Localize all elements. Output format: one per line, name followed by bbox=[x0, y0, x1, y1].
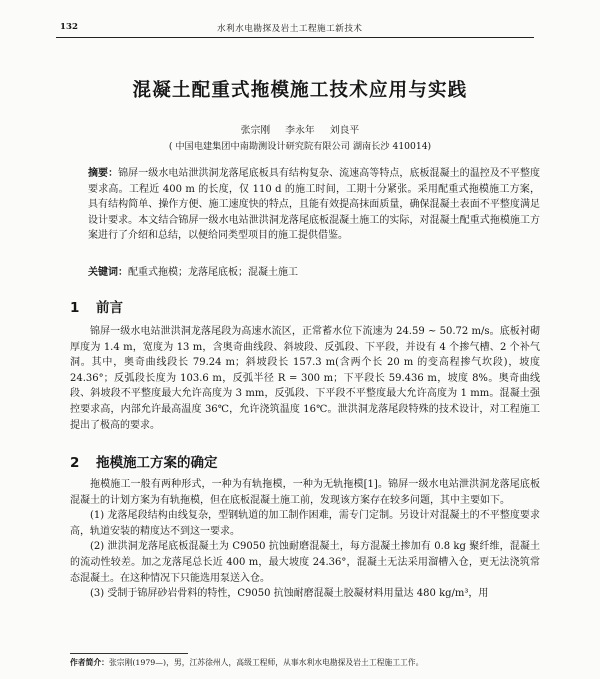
keywords-text: 配重式拖模；龙落尾底板；混凝土施工 bbox=[128, 267, 298, 278]
paragraph: (1) 龙落尾段结构由线复杂，型钢轨道的加工制作困难，需专门定制。另设计对混凝土的不平整度要求高，轨道安装的精度达不到这一要求。 bbox=[70, 510, 540, 537]
page-number: 132 bbox=[60, 22, 78, 32]
section-title: 拖模施工方案的确定 bbox=[96, 455, 218, 471]
abstract-text: 锦屏一级水电站泄洪洞龙落尾底板具有结构复杂、流速高等特点，底板混凝土的温控及不平整度要求高。工程近 400 m 的长度，仅 110 d 的施工时间，工期十分紧张。采用配重式拖模施工方案，具有结构简单、操作方便、施工速度快的特点，且能有效提高抹面质量，确保混凝土表面不平整度满足设计要求。本文结合锦屏一级水电站泄洪洞龙落尾底板混凝土施工的实际，对混凝土配重式拖模施工方案进行了介绍和总结，以便给同类型项目的施工提供借鉴。 bbox=[88, 168, 541, 242]
abstract bbox=[88, 166, 540, 244]
header-divider bbox=[56, 37, 534, 38]
footnote-text: 张宗刚(1979—)，男，江苏徐州人，高级工程师，从事水利水电勘探及岩土工程施工工作。 bbox=[108, 658, 424, 667]
section-title: 前言 bbox=[96, 300, 123, 316]
section-number: 1 bbox=[70, 300, 80, 316]
authors: 张宗刚 李永年 刘良平 bbox=[240, 125, 360, 136]
section-number: 2 bbox=[70, 455, 80, 471]
paragraph: (2) 泄洪洞龙落尾底板混凝土为 C9050 抗蚀耐磨混凝土，每方混凝土掺加有 0.8 kg 聚纤维，混凝土的流动性较差。加之龙落尾总长近 400 m，最大坡度 24.36°，混凝土无法采用溜槽入仓，更无法浇筑常态混凝土。在这种情况下只能选用泵送入仓。 bbox=[70, 541, 540, 584]
author-footnote bbox=[70, 657, 540, 668]
journal-name: 水利水电勘探及岩土工程施工新技术 bbox=[217, 24, 363, 34]
paragraph: 锦屏一级水电站泄洪洞龙落尾段为高速水流区，正常蓄水位下流速为 24.59 ~ 50.72 m/s。底板衬砌厚度为 1.4 m，宽度为 13 m，含奥奇曲线段、斜坡段、反弧段、下平段，并设有 4 个掺气槽、2 个补气洞。其中，奥奇曲线段长 79.24 m；斜坡段长 157.3 m(含两个长 20 m 的变高程掺气坎段)，坡度 24.36°；反弧段长度为 103.6 m，反弧半径 R = 300 m；下平段长 59.436 m，坡度 8%。奥奇曲线段、斜坡段不平整度最大允许高度为 3 mm，反弧段、下平段不平整度最大允许高度为 1 mm。混凝土强控要求高，内部允许最高温度 36℃，允许浇筑温度 16℃。泄洪洞龙落尾段特殊的技术设计，对工程施工提出了极高的要求。 bbox=[70, 326, 540, 431]
running-header bbox=[60, 22, 530, 36]
keywords-label: 关键词： bbox=[88, 267, 128, 278]
footnote-divider bbox=[70, 653, 188, 654]
paragraph: 拖模施工一般有两种形式，一种为有轨拖模，一种为无轨拖模[1]。锦屏一级水电站泄洪洞龙落尾底板混凝土的计划方案为有轨拖模，但在底板混凝土施工前，发现该方案存在较多问题，其中主要如下。 bbox=[70, 479, 540, 506]
section-1-body bbox=[70, 324, 540, 433]
section-2-body bbox=[70, 477, 540, 602]
abstract-label: 摘要： bbox=[88, 168, 119, 179]
footnote-label: 作者简介： bbox=[70, 658, 109, 667]
affiliation: ( 中国电建集团中南勘测设计研究院有限公司 湖南长沙 410014) bbox=[168, 141, 432, 152]
keywords bbox=[88, 265, 540, 280]
paragraph: (3) 受制于锦屏砂岩骨料的特性，C9050 抗蚀耐磨混凝土胶凝材料用量达 480 kg/m³，用 bbox=[90, 588, 489, 600]
paper-title: 混凝土配重式拖模施工技术应用与实践 bbox=[132, 80, 468, 101]
section-heading-2 bbox=[70, 451, 218, 471]
section-heading-1 bbox=[70, 296, 123, 316]
